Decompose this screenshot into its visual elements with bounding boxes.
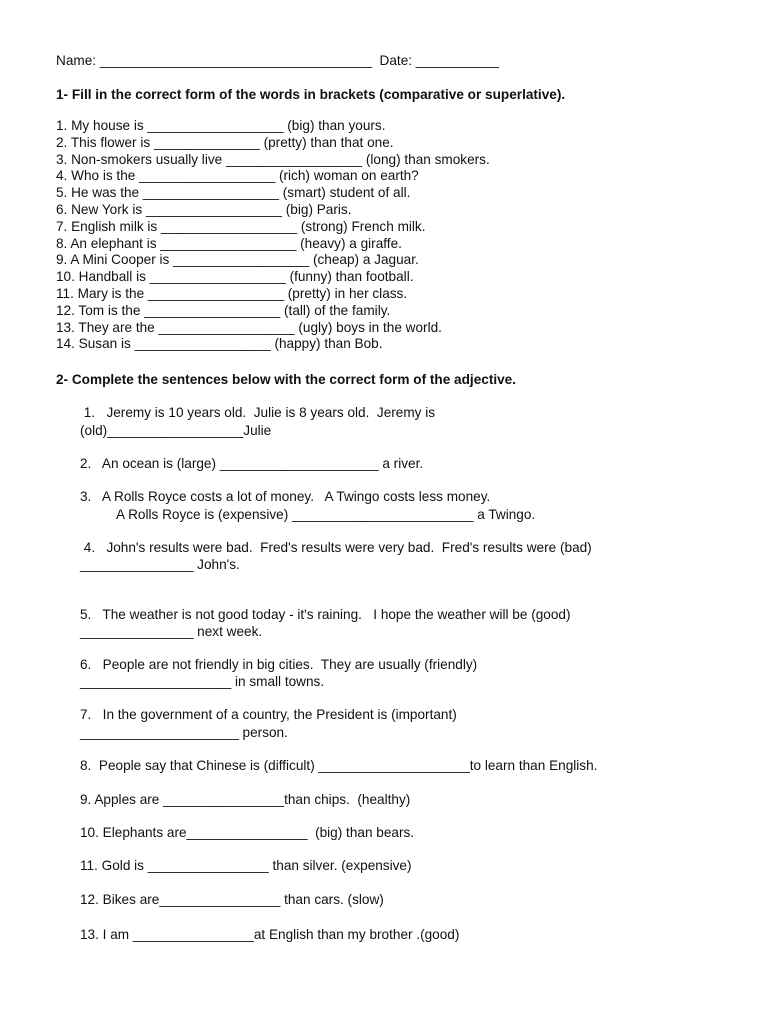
exercise-2-1-line2: (old)__________________Julie bbox=[80, 423, 272, 438]
exercise-2-13: 13. I am ________________at English than my brother .(good) bbox=[80, 927, 460, 942]
section1-list bbox=[56, 118, 490, 353]
exercise-1-item: 14. Susan is __________________ (happy) than Bob. bbox=[56, 336, 383, 352]
exercise-1-item: 4. Who is the __________________ (rich) woman on earth? bbox=[56, 168, 419, 184]
exercise-1-item: 12. Tom is the __________________ (tall) of the family. bbox=[56, 302, 391, 318]
section1-heading: 1- Fill in the correct form of the words in brackets (comparative or superlative). bbox=[56, 87, 566, 102]
exercise-1-item: 1. My house is __________________ (big) than yours. bbox=[56, 118, 386, 133]
exercise-1-item: 2. This flower is ______________ (pretty) than that one. bbox=[56, 134, 394, 150]
section2-heading: 2- Complete the sentences below with the correct form of the adjective. bbox=[56, 372, 517, 387]
exercise-1-item: 10. Handball is __________________ (funny) than football. bbox=[56, 269, 414, 285]
exercise-2-11: 11. Gold is ________________ than silver. (expensive) bbox=[80, 858, 412, 873]
exercise-2-2: 2. An ocean is (large) _____________________ a river. bbox=[80, 456, 424, 471]
exercise-1-item: 5. He was the __________________ (smart) student of all. bbox=[56, 185, 411, 201]
exercise-1-item: 11. Mary is the __________________ (pretty) in her class. bbox=[56, 285, 408, 301]
exercise-2-5-line2: _______________ next week. bbox=[80, 624, 263, 639]
exercise-1-item: 9. A Mini Cooper is __________________ (cheap) a Jaguar. bbox=[56, 252, 419, 268]
exercise-2-6-line1: 6. People are not friendly in big cities. They are usually (friendly) bbox=[80, 657, 478, 672]
exercise-2-10: 10. Elephants are________________ (big) than bears. bbox=[80, 825, 415, 840]
exercise-2-9: 9. Apples are ________________than chips. (healthy) bbox=[80, 792, 411, 807]
exercise-1-item: 8. An elephant is __________________ (heavy) a giraffe. bbox=[56, 235, 402, 251]
name-date-line: Name: ____________________________________ Date: ___________ bbox=[56, 53, 499, 68]
exercise-2-4-line2: _______________ John's. bbox=[80, 557, 240, 572]
exercise-1-item: 13. They are the __________________ (ugly) boys in the world. bbox=[56, 319, 442, 335]
exercise-2-1-line1: 1. Jeremy is 10 years old. Julie is 8 years old. Jeremy is bbox=[80, 405, 436, 420]
exercise-2-7-line1: 7. In the government of a country, the President is (important) bbox=[80, 707, 457, 722]
exercise-2-7-line2: _____________________ person. bbox=[80, 725, 288, 740]
exercise-2-3-line2: A Rolls Royce is (expensive) ________________________ a Twingo. bbox=[116, 507, 536, 522]
exercise-2-4-line1: 4. John's results were bad. Fred's results were very bad. Fred's results were (bad) bbox=[80, 540, 592, 555]
exercise-2-3-line1: 3. A Rolls Royce costs a lot of money. A Twingo costs less money. bbox=[80, 489, 491, 504]
exercise-1-item: 3. Non-smokers usually live __________________ (long) than smokers. bbox=[56, 151, 490, 167]
exercise-2-8: 8. People say that Chinese is (difficult) ____________________to learn than English. bbox=[80, 758, 598, 773]
exercise-2-6-line2: ____________________ in small towns. bbox=[80, 674, 325, 689]
exercise-1-item: 6. New York is __________________ (big) Paris. bbox=[56, 201, 352, 217]
exercise-2-5-line1: 5. The weather is not good today - it's raining. I hope the weather will be (good) bbox=[80, 607, 571, 622]
exercise-1-item: 7. English milk is __________________ (strong) French milk. bbox=[56, 218, 426, 234]
exercise-2-12: 12. Bikes are________________ than cars. (slow) bbox=[80, 892, 384, 907]
